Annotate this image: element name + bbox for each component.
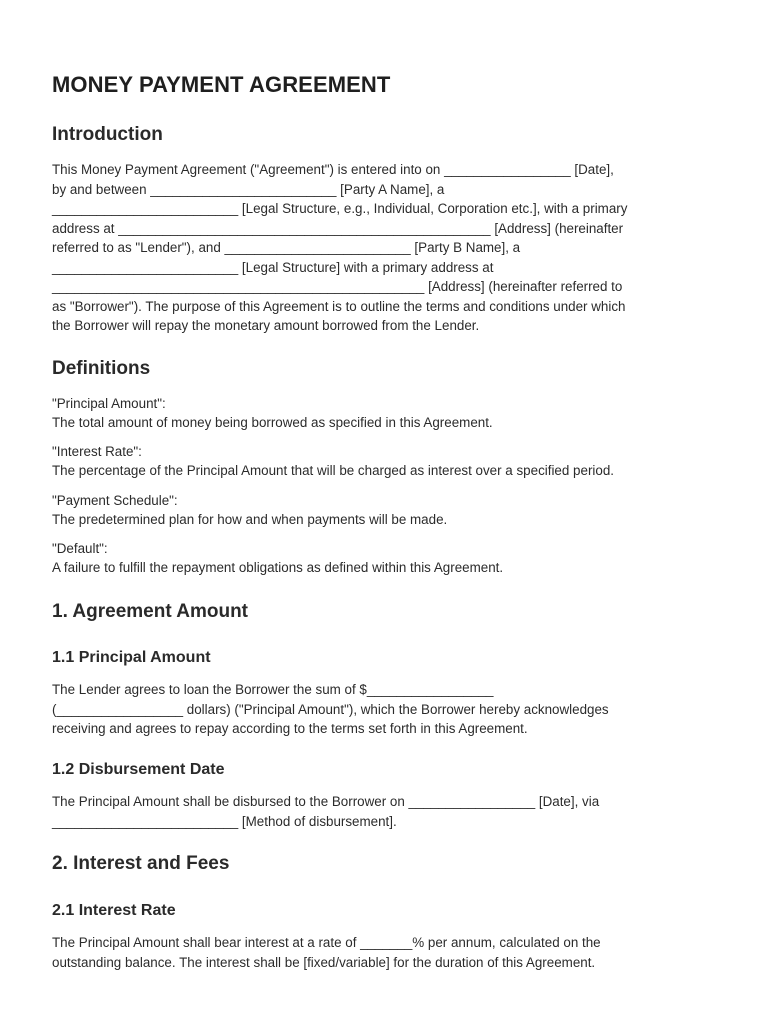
intro-line: as "Borrower"). The purpose of this Agreement is to outline the terms and conditions under which [52,298,626,314]
intro-line: _________________________ [Legal Structure, e.g., Individual, Corporation etc.], with a primary [52,201,628,216]
definition-term: "Default": [52,541,108,556]
section-2-1-line: The Principal Amount shall bear interest at a rate of _______% per annum, calculated on the [52,935,601,950]
intro-line: by and between _________________________ [Party A Name], a [52,181,445,197]
introduction-heading: Introduction [52,124,163,145]
definition-text: The percentage of the Principal Amount that will be charged as interest over a specified period. [52,463,614,478]
intro-line: _________________________ [Legal Structure] with a primary address at [52,259,494,275]
definition-text: The total amount of money being borrowed as specified in this Agreement. [52,415,493,430]
intro-line: This Money Payment Agreement ("Agreement") is entered into on _________________ [Date], [52,162,614,177]
intro-line: address at __________________________________________________ [Address] (hereinafter [52,220,624,236]
section-1-heading: 1. Agreement Amount [52,601,249,622]
section-1-1-line: receiving and agrees to repay according to the terms set forth in this Agreement. [52,721,528,736]
document-title: MONEY PAYMENT AGREEMENT [52,72,391,97]
subsection-1-2-heading: 1.2 Disbursement Date [52,761,225,778]
definition-term: "Payment Schedule": [52,493,178,508]
subsection-2-1-heading: 2.1 Interest Rate [52,902,176,919]
section-1-1-line: The Lender agrees to loan the Borrower the sum of $_________________ [52,682,494,697]
intro-line: the Borrower will repay the monetary amount borrowed from the Lender. [52,318,480,333]
section-1-2-line: The Principal Amount shall be disbursed to the Borrower on _________________ [Date], via [52,794,600,809]
definition-text: A failure to fulfill the repayment obligations as defined within this Agreement. [52,560,504,575]
intro-line: __________________________________________________ [Address] (hereinafter referred to [52,279,623,294]
section-1-2-line: _________________________ [Method of disbursement]. [52,813,397,829]
definitions-heading: Definitions [52,358,151,379]
definition-term: "Interest Rate": [52,444,142,459]
definition-term: "Principal Amount": [52,396,166,411]
section-2-heading: 2. Interest and Fees [52,853,230,874]
section-1-1-line: (_________________ dollars) ("Principal Amount"), which the Borrower hereby acknowledges [52,701,609,717]
intro-line: referred to as "Lender"), and _________________________ [Party B Name], a [52,240,521,255]
subsection-1-1-heading: 1.1 Principal Amount [52,649,211,666]
section-2-1-line: outstanding balance. The interest shall be [fixed/variable] for the duration of this Agreement. [52,954,596,970]
definition-text: The predetermined plan for how and when payments will be made. [52,512,448,527]
